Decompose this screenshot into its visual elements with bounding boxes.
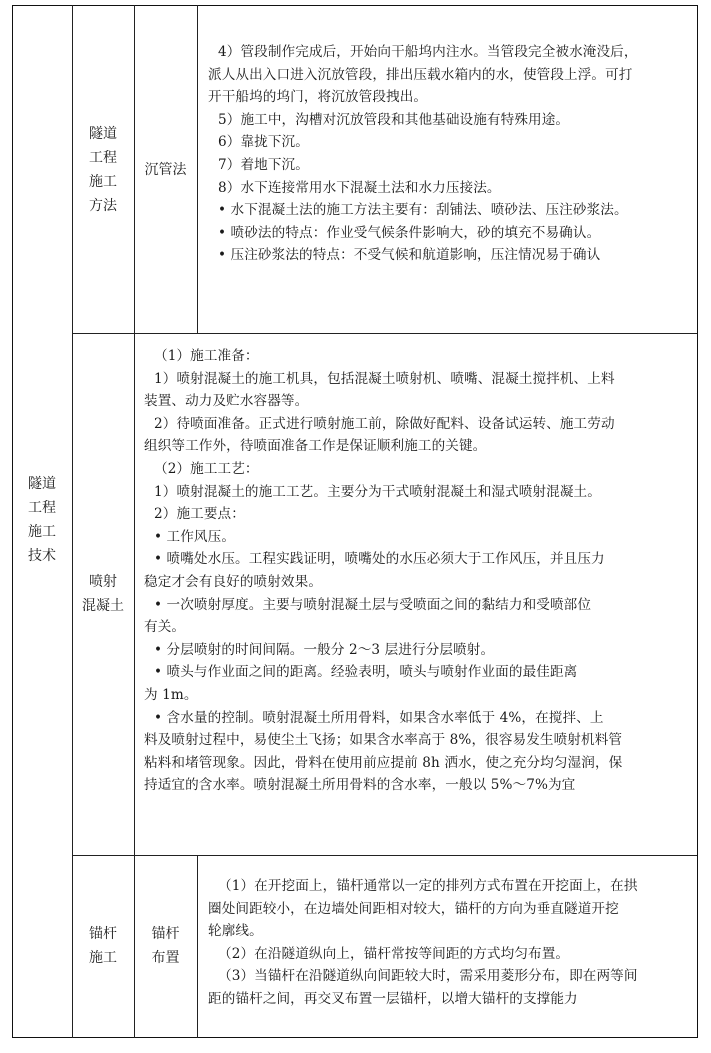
table-bottom-border (12, 1037, 697, 1038)
section3-method-line: 锚杆 (151, 926, 180, 942)
outer-label-line: 施工 (28, 524, 56, 540)
content-line: 开干船坞的坞门，将沉放管段拽出。 (208, 89, 428, 106)
outer-category-label (12, 472, 72, 568)
bullet-line: • 喷砂法的特点：作业受气候条件影响大，砂的填充不易确认。 (218, 224, 601, 241)
outer-label-line: 隧道 (28, 476, 56, 492)
content-line: （2）在沿隧道纵向上，锚杆常按等间距的方式均匀布置。 (218, 945, 570, 962)
table-top-border (12, 5, 697, 6)
content-line: （3）当锚杆在沿隧道纵向间距较大时，需采用菱形分布，即在两等间 (218, 968, 638, 985)
content-line: 装置、动力及贮水容器等。 (144, 393, 309, 410)
content-line: 持适宜的含水率。喷射混凝土所用骨料的含水率，一般以 5%～7%为宜 (144, 777, 576, 794)
content-line: 2）施工要点： (154, 506, 245, 523)
section1-content (208, 41, 692, 267)
section1-category-line: 工程 (89, 150, 117, 166)
section2-content (144, 345, 692, 797)
content-line: 粘料和堵管现象。因此，骨料在使用前应提前 8h 洒水，使之充分均匀湿润，保 (144, 754, 623, 771)
section1-category-line: 方法 (89, 198, 117, 214)
section2-category-line: 喷射 (89, 574, 117, 590)
content-line: 6）靠拢下沉。 (218, 134, 309, 151)
content-line: （1）施工准备： (154, 348, 259, 364)
bullet-line: • 水下混凝土法的施工方法主要有：刮铺法、喷砂法、压注砂浆法。 (218, 202, 628, 219)
bullet-line: • 工作风压。 (154, 528, 236, 545)
content-line: 稳定才会有良好的喷射效果。 (144, 573, 323, 590)
section3-category-line: 施工 (89, 950, 117, 966)
content-line: 有关。 (144, 619, 186, 636)
content-line: 7）着地下沉。 (218, 156, 309, 173)
content-line: 组织等工作外，待喷面准备工作是保证顺利施工的关键。 (144, 438, 487, 455)
section3-category (72, 922, 134, 970)
section1-category-line: 施工 (89, 174, 117, 190)
bullet-line: • 一次喷射厚度。主要与喷射混凝土层与受喷面之间的黏结力和受喷部位 (154, 596, 592, 613)
row-divider-1 (72, 333, 697, 334)
outer-label-line: 技术 (28, 548, 56, 564)
bullet-line: • 喷嘴处水压。工程实践证明，喷嘴处的水压必须大于工作风压，并且压力 (154, 551, 605, 568)
column-divider-method-top (197, 5, 198, 333)
content-line: 圈处间距较小，在边墙处间距相对较大，锚杆的方向为垂直隧道开挖 (208, 900, 619, 917)
row-divider-2 (72, 855, 697, 856)
bullet-line: • 含水量的控制。喷射混凝土所用骨料，如果含水率低于 4%，在搅拌、上 (154, 709, 604, 726)
section1-category-line: 隧道 (89, 126, 117, 142)
content-line: 1）喷射混凝土的施工机具，包括混凝土喷射机、喷嘴、混凝土搅拌机、上料 (154, 370, 615, 387)
content-line: 2）待喷面准备。正式进行喷射施工前，除做好配料、设备试运转、施工劳动 (154, 415, 615, 432)
section2-category-line: 混凝土 (82, 598, 124, 614)
content-line: 距的锚杆之间，再交叉布置一层锚杆，以增大锚杆的支撑能力 (208, 990, 578, 1007)
content-line: （1）在开挖面上，锚杆通常以一定的排列方式布置在开挖面上，在拱 (218, 878, 638, 894)
section3-method (134, 922, 197, 970)
content-line: 5）施工中，沟槽对沉放管段和其他基础设施有特殊用途。 (218, 111, 570, 128)
content-line: （2）施工工艺： (154, 460, 259, 477)
bullet-line: • 压注砂浆法的特点：不受气候和航道影响，压注情况易于确认 (218, 247, 601, 264)
bullet-line: • 喷头与作业面之间的距离。经验表明，喷头与喷射作业面的最佳距离 (154, 664, 578, 681)
section1-method-label: 沉管法 (144, 162, 187, 178)
section3-method-line: 布置 (151, 950, 180, 966)
outer-label-line: 工程 (28, 500, 56, 516)
content-line: 轮廓线。 (208, 923, 263, 940)
content-line: 8）水下连接常用水下混凝土法和水力压接法。 (218, 179, 501, 196)
content-line: 料及喷射过程中，易使尘土飞扬；如果含水率高于 8%，很容易发生喷射机料管 (144, 732, 623, 749)
content-line: 1）喷射混凝土的施工工艺。主要分为干式喷射混凝土和湿式喷射混凝土。 (154, 483, 601, 500)
content-line: 派人从出入口进入沉放管段，排出压载水箱内的水，使管段上浮。可打 (208, 66, 633, 83)
section1-category (72, 122, 134, 218)
section3-category-line: 锚杆 (89, 926, 117, 942)
content-line: 4）管段制作完成后，开始向干船坞内注水。当管段完全被水淹没后， (218, 44, 638, 60)
section3-content (208, 875, 692, 1011)
bullet-line: • 分层喷射的时间间隔。一般分 2～3 层进行分层喷射。 (154, 641, 495, 658)
section1-method (134, 158, 197, 182)
section2-category (72, 570, 134, 618)
column-divider-method-bottom (197, 855, 198, 1038)
content-line: 为 1m。 (144, 686, 198, 703)
table-right-border (697, 5, 698, 1038)
